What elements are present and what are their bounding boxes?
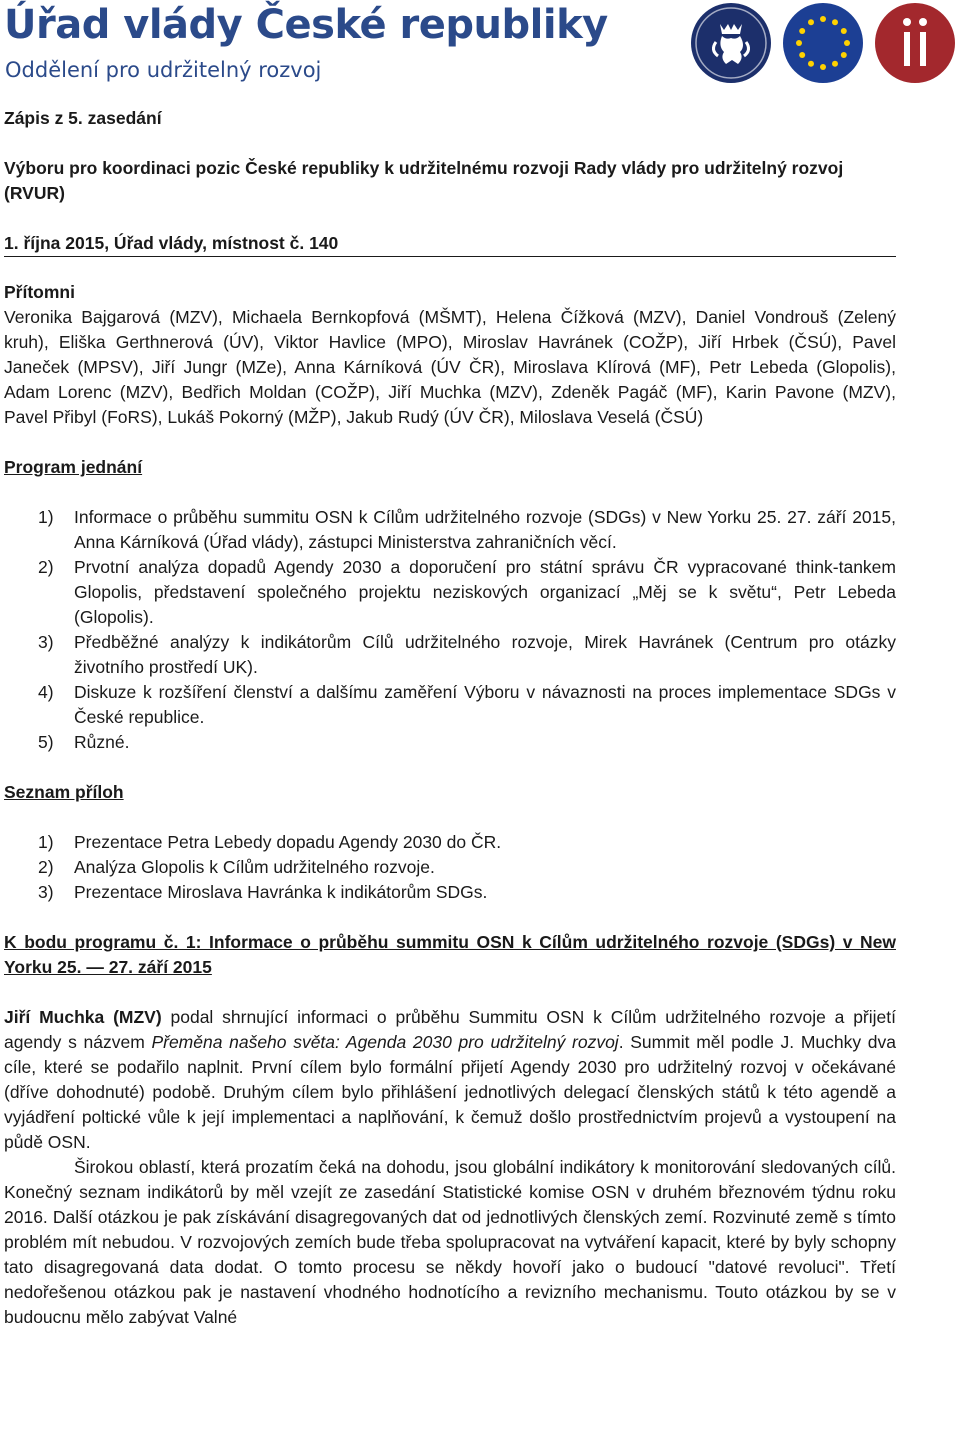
list-item: 3) Prezentace Miroslava Havránka k indikátorům SDGs. xyxy=(38,882,488,902)
department-subtitle: Oddělení pro udržitelný rozvoj xyxy=(5,58,322,82)
list-item: 1) Informace o průběhu summitu OSN k Cílům udržitelného rozvoje (SDGs) v New Yorku 25. 27. září 2015, Anna Kárníková (Úřad vlády), zástupci Ministerstva zahraničních věcí. xyxy=(38,507,896,552)
list-item: 2) Analýza Glopolis k Cílům udržitelného rozvoje. xyxy=(38,857,435,877)
program-heading: Program jednání xyxy=(4,457,143,477)
document-body xyxy=(4,106,896,1330)
office-title: Úřad vlády České republiky xyxy=(4,2,608,48)
attendance-heading: Přítomni xyxy=(4,282,75,302)
item1-heading: K bodu programu č. 1: Informace o průběhu summitu OSN k Cílům udržitelného rozvoje (SDGs) v New Yorku 25. — 27. září 2015 xyxy=(4,932,896,977)
meeting-date-place: 1. října 2015, Úřad vlády, místnost č. 140 xyxy=(4,233,339,253)
committee-name: Výboru pro koordinaci pozic České republiky k udržitelnému rozvoji Rady vlády pro udržitelný rozvoj (RVUR) xyxy=(4,158,844,203)
eu-flag-icon xyxy=(782,2,864,84)
attachments-list xyxy=(4,830,896,905)
attachments-heading: Seznam příloh xyxy=(4,782,124,802)
list-item: 1) Prezentace Petra Lebedy dopadu Agendy 2030 do ČR. xyxy=(38,832,502,852)
government-emblem-icon xyxy=(690,2,772,84)
list-item: 4) Diskuze k rozšíření členství a dalšímu zaměření Výboru v návaznosti na proces implementace SDGs v České republice. xyxy=(38,682,896,727)
list-item: 3) Předběžné analýzy k indikátorům Cílů udržitelného rozvoje, Mirek Havránek (Centrum pro otázky životního prostředí UK). xyxy=(38,632,896,677)
program-list xyxy=(4,505,896,755)
list-item: 2) Prvotní analýza dopadů Agendy 2030 a doporučení pro státní správu ČR vypracované think-tankem Glopolis, představení společného projektu neziskových organizací „Měj se k světu“, Petr Lebeda (Glopolis). xyxy=(38,557,896,627)
meeting-title: Zápis z 5. zasedání xyxy=(4,108,162,128)
item1-paragraph-1: Jiří Muchka (MZV) podal shrnující informaci o průběhu Summitu OSN k Cílům udržitelného rozvoje a přijetí agendy s názvem Přeměna našeho světa: Agenda 2030 pro udržitelný rozvoj. Summit měl podle J. Muchky dva cíle, které se podařilo naplnit. První cílem bylo formální přijetí Agendy 2030 pro udržitelný rozvoj v očekávané (dříve dohodnuté) podobě. Druhým cílem bylo přihlášení jednotlivých delegací členských států k této agendě a vyjádření poltické vůle k její implementaci a naplňování, k čemuž došlo prostřednictvím projevů a vystoupení na půdě OSN. xyxy=(4,1007,897,1152)
list-item: 5) Různé. xyxy=(38,732,130,752)
header-logos xyxy=(690,2,956,84)
sustainability-logo-icon xyxy=(874,2,956,84)
item1-paragraph-2: Širokou oblastí, která prozatím čeká na dohodu, jsou globální indikátory k monitorování sledovaných cílů. Konečný seznam indikátorů by měl vzejít ze zasedání Statistické komise OSN v druhém březnovém týdnu roku 2016. Další otázkou je pak získávání disagregovaných dat od jednotlivých členských zemí. Rozvinuté země s tímto problém mít nebudou. V rozvojových zemích bude třeba spolupracovat na vytváření kapacit, které by byly schopny tato disagregovaná data dodat. O tomto procesu se někdy hovoří jako o budoucí "datové revoluci". Třetí nedořešenou otázkou pak je nastavení vhodného hodnotícího a revizního mechanismu. Touto otázkou by se v budoucnu mělo zabývat Valné xyxy=(4,1157,896,1327)
attendance-list: Veronika Bajgarová (MZV), Michaela Bernkopfová (MŠMT), Helena Čížková (MZV), Daniel Vondrouš (Zelený kruh), Eliška Gerthnerová (ÚV), Viktor Havlice (MPO), Miroslav Havránek (COŽP), Jiří Hrbek (ČSÚ), Pavel Janeček (MPSV), Jiří Jungr (MZe), Anna Kárníková (ÚV ČR), Miroslava Klírová (MF), Petr Lebeda (Glopolis), Adam Lorenc (MZV), Bedřich Moldan (COŽP), Jiří Muchka (MZV), Zdeněk Pagáč (MF), Karin Pavone (MZV), Pavel Přibyl (FoRS), Lukáš Pokorný (MŽP), Jakub Rudý (ÚV ČR), Miloslava Veselá (ČSÚ) xyxy=(4,307,896,427)
